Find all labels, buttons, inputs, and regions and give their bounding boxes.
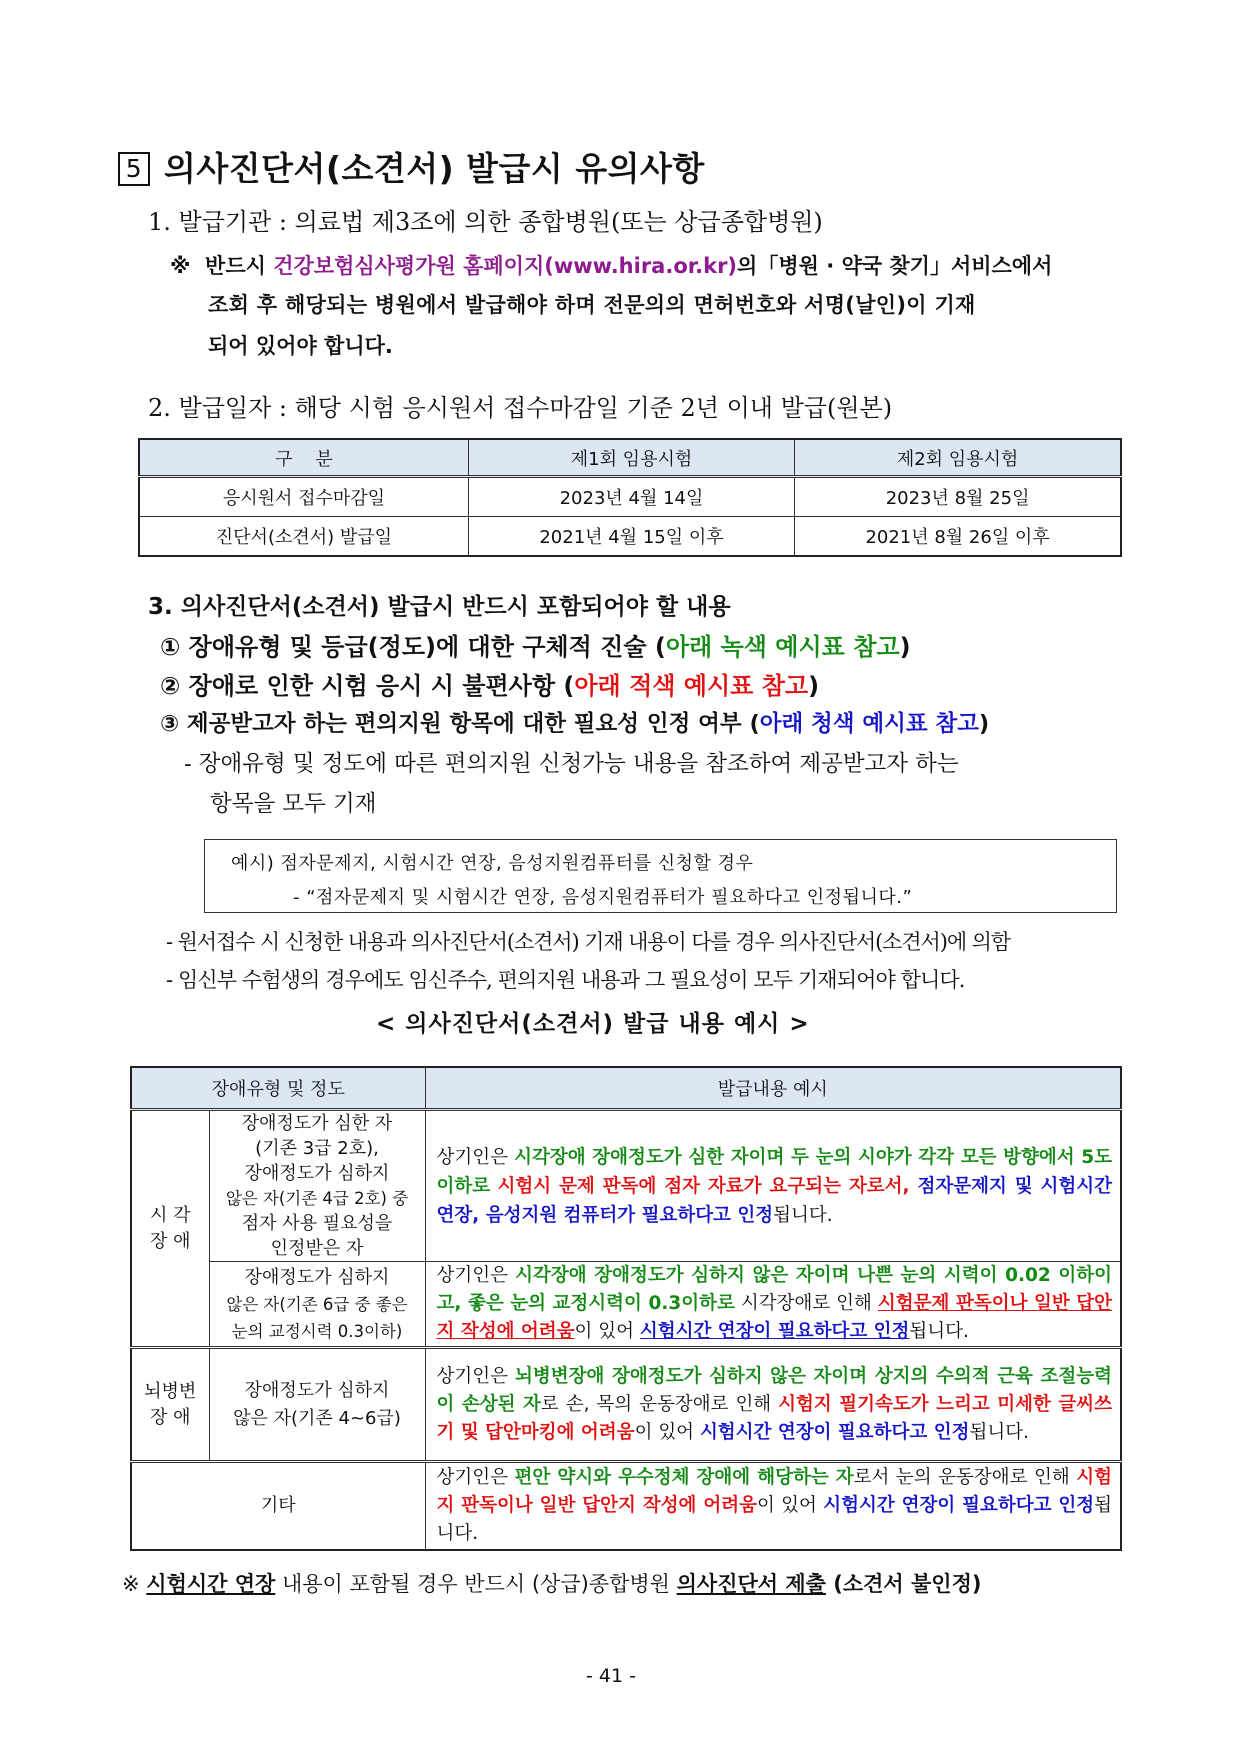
example-table-title: < 의사진단서(소견서) 발급 내용 예시 > xyxy=(376,1011,810,1037)
item3-dash3: - 임신부 수험생의 경우에도 임신주수, 편의지원 내용과 그 필요성이 모두 기재되어야 합니다. xyxy=(166,968,965,992)
description-visual-mild xyxy=(425,1262,1121,1348)
hira-homepage-link[interactable]: 건강보험심사평가원 홈페이지(www.hira.or.kr) xyxy=(273,254,738,278)
point1-text: ① 장애유형 및 등급(정도)에 대한 구체적 진술 ( xyxy=(160,633,666,661)
description-visual-severe xyxy=(425,1110,1121,1262)
desc-text: 됩니다. xyxy=(909,1321,969,1342)
description-brain xyxy=(425,1348,1121,1462)
header-content-example: 발급내용 예시 xyxy=(425,1067,1121,1110)
desc-blue: 시험시간 연장이 필요하다고 인정 xyxy=(699,1421,970,1443)
table-row xyxy=(131,1262,1121,1348)
footer-text: (소견서 불인정) xyxy=(825,1572,982,1596)
note-mark: ※ xyxy=(170,254,191,278)
subtype-visual-mild xyxy=(209,1262,425,1348)
item3-heading: 3. 의사진단서(소견서) 발급시 반드시 포함되어야 할 내용 xyxy=(148,594,731,620)
item3-dash2: - 원서접수 시 신청한 내용과 의사진단서(소견서) 기재 내용이 다를 경우 의사진단서(소견서)에 의함 xyxy=(166,930,1010,954)
desc-blue: 시험시간 연장이 필요하다고 인정 xyxy=(639,1321,910,1342)
item1-issuing-institution: 1. 발급기관 : 의료법 제3조에 의한 종합병원(또는 상급종합병원) xyxy=(148,208,823,236)
desc-red: 시험시 문제 판독에 점자 자료가 요구되는 자로서 xyxy=(497,1175,903,1197)
footer-emphasis: 시험시간 연장 xyxy=(146,1572,276,1596)
item2-issue-date: 2. 발급일자 : 해당 시험 응시원서 접수마감일 기준 2년 이내 발급(원본) xyxy=(148,394,893,422)
table-header-row xyxy=(139,439,1121,477)
subtype-line: 않은 자(기존 4급 2호) 중 xyxy=(225,1189,409,1208)
certificate-example-table xyxy=(130,1066,1122,1551)
desc-text: , xyxy=(902,1175,918,1197)
item1-note-line1 xyxy=(170,250,1052,280)
desc-text: 됩니다. xyxy=(773,1204,833,1226)
desc-text: 시각장애로 인해 xyxy=(734,1293,878,1314)
item3-point3 xyxy=(160,706,989,738)
header-first-exam: 제1회 임용시험 xyxy=(468,439,794,477)
table-row xyxy=(139,517,1121,557)
desc-green: 편안 약시와 우수정체 장애에 해당하는 자 xyxy=(514,1466,854,1488)
item1-note-line3: 되어 있어야 합니다. xyxy=(208,334,393,358)
subtype-line: 않은 자(기존 4~6급) xyxy=(233,1407,401,1429)
table-row xyxy=(131,1110,1121,1262)
item3-dash1-line1: - 장애유형 및 정도에 따른 편의지원 신청가능 내용을 참조하여 제공받고자 하는 xyxy=(184,751,959,777)
subtype-line: 눈의 교정시력 0.3이하) xyxy=(231,1321,403,1341)
desc-text: 이 있어 xyxy=(634,1421,700,1443)
subtype-brain xyxy=(209,1348,425,1462)
subtype-line: 장애정도가 심하지 xyxy=(244,1163,390,1184)
desc-text xyxy=(490,1176,497,1197)
subtype-line: 인정받은 자 xyxy=(270,1238,364,1259)
row-label: 응시원서 접수마감일 xyxy=(139,477,468,517)
blue-reference: 아래 청색 예시표 참고 xyxy=(759,711,979,737)
desc-text: 상기인은 xyxy=(436,1265,516,1286)
item1-note-line2: 조회 후 해당되는 병원에서 발급해야 하며 전문의의 면허번호와 서명(날인)이 기재 xyxy=(208,293,976,317)
desc-text: 이 있어 xyxy=(756,1494,824,1516)
table-row xyxy=(131,1462,1121,1550)
subtype-line: 장애정도가 심한 자 xyxy=(241,1113,393,1134)
subtype-line: 점자 사용 필요성을 xyxy=(241,1213,393,1234)
example-line2: - “점자문제지 및 시험시간 연장, 음성지원컴퓨터가 필요하다고 인정됩니다.” xyxy=(293,887,913,908)
point2-text: ② 장애로 인한 시험 응시 시 불편사항 ( xyxy=(160,672,575,700)
close-paren: ) xyxy=(978,711,990,737)
desc-red: 시험문제 판독이나 일반 답안지 작성에 어려움 xyxy=(436,1293,1113,1342)
desc-text: 이 있어 xyxy=(574,1321,640,1342)
desc-green: 뇌병변장애 장애정도가 심하지 않은 자이며 상지의 수의적 근육 조절능력이 손상된 자 xyxy=(436,1365,1112,1415)
note-text-a: 반드시 xyxy=(205,254,274,278)
desc-text: 로서 눈의 운동장애로 인해 xyxy=(853,1466,1077,1488)
example-line1: 예시) 점자문제지, 시험시간 연장, 음성지원컴퓨터를 신청할 경우 xyxy=(231,853,754,874)
section-number-box: 5 xyxy=(118,152,150,186)
example-box xyxy=(204,839,1117,913)
row-label: 진단서(소견서) 발급일 xyxy=(139,517,468,557)
desc-blue: 시험시간 연장이 필요하다고 인정 xyxy=(823,1494,1095,1516)
footer-emphasis: 의사진단서 제출 xyxy=(676,1572,826,1596)
table-row xyxy=(131,1348,1121,1462)
desc-text: 됩니다. xyxy=(969,1421,1029,1443)
desc-text: 상기인은 xyxy=(436,1466,515,1488)
category-label: 장 애 xyxy=(150,1230,191,1252)
section-title-text: 의사진단서(소견서) 발급시 유의사항 xyxy=(164,149,705,188)
category-brain xyxy=(131,1348,209,1462)
desc-blue: 점자문제지 및 시험시간 연장, 음성지원 컴퓨터가 필요하다고 인정 xyxy=(436,1175,1113,1226)
cell-date: 2023년 8월 25일 xyxy=(795,477,1121,517)
footer-text: 내용이 포함될 경우 반드시 (상급)종합병원 xyxy=(275,1572,677,1596)
header-category: 구 분 xyxy=(139,439,468,477)
desc-text: 로 손, 목의 운동장애로 인해 xyxy=(540,1393,779,1415)
desc-text: 상기인은 xyxy=(436,1365,516,1387)
desc-green: 시각장애 장애정도가 심하지 않은 자이며 나쁜 눈의 시력이 0.02 이하이고, 좋은 눈의 교정시력이 0.3이하로 xyxy=(436,1265,1113,1314)
point3-text: ③ 제공받고자 하는 편의지원 항목에 대한 필요성 인정 여부 ( xyxy=(160,711,760,737)
header-disability-type: 장애유형 및 정도 xyxy=(131,1067,425,1110)
desc-text: 상기인은 xyxy=(436,1146,515,1168)
table-header-row xyxy=(131,1067,1121,1110)
close-paren: ) xyxy=(808,672,820,700)
note-mark: ※ xyxy=(122,1572,147,1596)
desc-red: 시험지 판독이나 일반 답안지 작성에 어려움 xyxy=(436,1466,1113,1516)
subtype-line: (기존 3급 2호), xyxy=(255,1138,379,1159)
footer-note xyxy=(122,1568,981,1598)
cell-date: 2021년 4월 15일 이후 xyxy=(468,517,794,557)
category-visual xyxy=(131,1110,209,1348)
table-row xyxy=(139,477,1121,517)
desc-red: 시험지 필기속도가 느리고 미세한 글씨쓰기 및 답안마킹에 어려움 xyxy=(436,1393,1113,1443)
red-reference: 아래 적색 예시표 참고 xyxy=(574,672,809,700)
section-title xyxy=(118,143,705,190)
subtype-line: 장애정도가 심하지 xyxy=(244,1379,390,1401)
close-paren: ) xyxy=(899,633,911,661)
subtype-line: 않은 자(기존 6급 중 좋은 xyxy=(226,1294,408,1314)
subtype-visual-severe xyxy=(209,1110,425,1262)
desc-green: 시각장애 장애정도가 심한 자이며 두 눈의 시야가 각각 모든 방향에서 5도 이하로 xyxy=(436,1146,1113,1197)
item3-point2 xyxy=(160,666,819,701)
category-label: 장 애 xyxy=(150,1406,191,1428)
header-second-exam: 제2회 임용시험 xyxy=(795,439,1121,477)
page-number: - 41 - xyxy=(586,1665,636,1687)
category-label: 시 각 xyxy=(150,1204,191,1226)
category-other: 기타 xyxy=(131,1462,425,1550)
issue-date-table xyxy=(138,438,1122,557)
cell-date: 2021년 8월 26일 이후 xyxy=(795,517,1121,557)
note-text-b: 의「병원 · 약국 찾기」서비스에서 xyxy=(737,254,1053,278)
subtype-line: 장애정도가 심하지 xyxy=(244,1266,390,1288)
item3-point1 xyxy=(160,627,911,662)
desc-text: 됩니다. xyxy=(436,1494,1113,1544)
item3-dash1-line2: 항목을 모두 기재 xyxy=(210,791,377,817)
cell-date: 2023년 4월 14일 xyxy=(468,477,794,517)
description-other xyxy=(425,1462,1121,1550)
category-label: 뇌병변 xyxy=(144,1380,197,1402)
green-reference: 아래 녹색 예시표 참고 xyxy=(665,633,900,661)
